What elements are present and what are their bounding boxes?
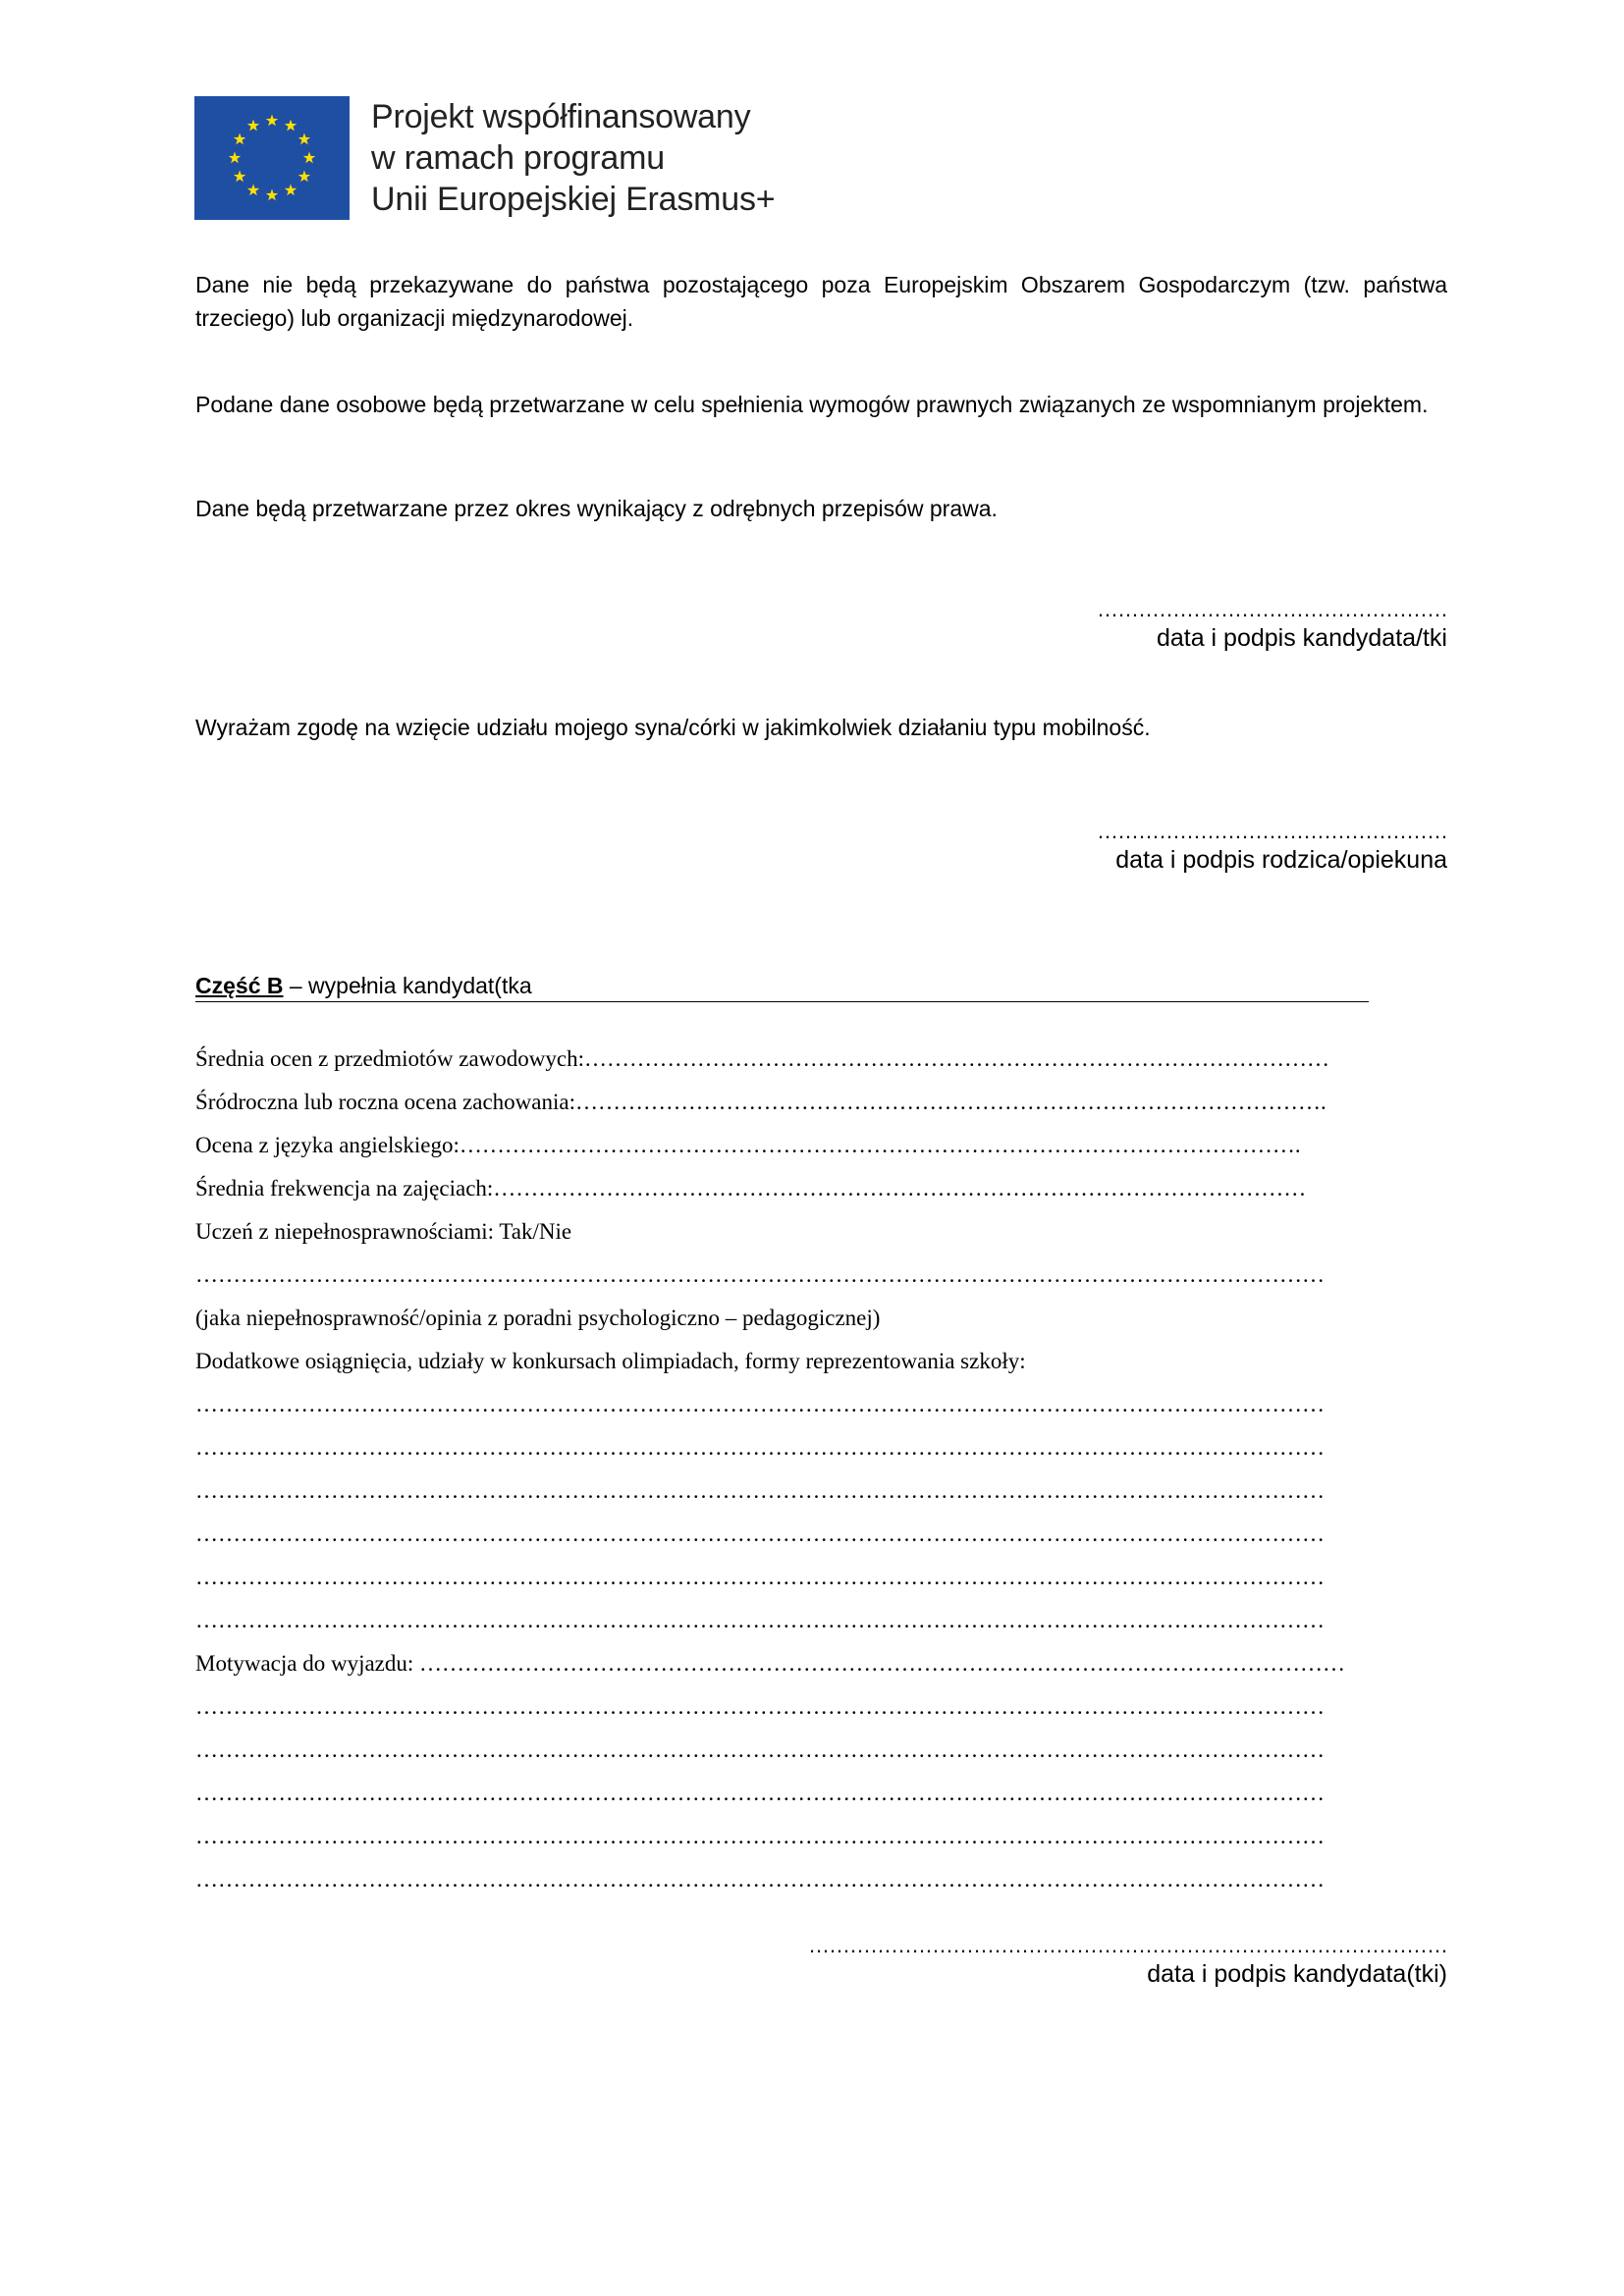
form-line-6: (jaka niepełnosprawność/opinia z poradni psychologiczno – pedagogicznej) (195, 1306, 881, 1330)
logo-line-3: Unii Europejskiej Erasmus+ (371, 181, 776, 218)
form-line-3[interactable]: Średnia frekwencja na zajęciach:……………………………………………………………………………………………… (195, 1176, 1307, 1201)
eu-star-icon (229, 152, 241, 164)
eu-star-icon (266, 115, 278, 127)
form-line-14[interactable]: Motywacja do wyjazdu: …………………………………………………………………………………………………………… (195, 1651, 1346, 1676)
section-b-heading (195, 972, 1369, 1002)
parent-signature-line[interactable]: …………………………………………… (1097, 819, 1447, 843)
final-signature-label: data i podpis kandydata(tki) (1147, 1960, 1447, 1988)
section-b-subtitle: – wypełnia kandydat(tka (283, 973, 532, 998)
form-line-15[interactable]: …………………………………………………………………………………………………………………………………… (195, 1694, 1325, 1719)
eu-star-icon (285, 120, 297, 132)
form-line-1[interactable]: Śródroczna lub roczna ocena zachowania:………………………………………………………………………………………. (195, 1090, 1326, 1114)
form-line-10[interactable]: …………………………………………………………………………………………………………………………………… (195, 1478, 1325, 1503)
final-signature-block (808, 1933, 1447, 1989)
final-signature-line[interactable]: ………………………………………………………………………………… (808, 1933, 1447, 1957)
form-line-19[interactable]: …………………………………………………………………………………………………………………………………… (195, 1867, 1325, 1892)
eu-star-icon (234, 133, 245, 145)
paragraph-retention: Dane będą przetwarzane przez okres wynikający z odrębnych przepisów prawa. (195, 496, 998, 521)
paragraph-legal-purpose: Podane dane osobowe będą przetwarzane w celu spełnienia wymogów prawnych związanych ze wspomnianym projektem. (195, 392, 1429, 417)
form-line-12[interactable]: …………………………………………………………………………………………………………………………………… (195, 1565, 1325, 1589)
form-line-9[interactable]: …………………………………………………………………………………………………………………………………… (195, 1435, 1325, 1460)
form-line-7: Dodatkowe osiągnięcia, udziały w konkursach olimpiadach, formy reprezentowania szkoły: (195, 1349, 1026, 1373)
form-line-4: Uczeń z niepełnosprawnościami: Tak/Nie (195, 1219, 572, 1244)
form-line-5[interactable]: …………………………………………………………………………………………………………………………………… (195, 1262, 1325, 1287)
section-b-title: Część B (195, 973, 284, 998)
logo-caption (371, 96, 775, 220)
candidate-signature-label: data i podpis kandydata/tki (1156, 624, 1447, 652)
paragraph-third-countries: Dane nie będą przekazywane do państwa pozostającego poza Europejskim Obszarem Gospodarczym (tzw. państwa trzeciego) lub organizacji międzynarodowej. (195, 272, 1447, 331)
form-line-8[interactable]: …………………………………………………………………………………………………………………………………… (195, 1392, 1325, 1416)
eu-star-icon (303, 152, 315, 164)
eu-star-icon (298, 171, 310, 183)
candidate-signature-block (1097, 597, 1447, 653)
form-line-0[interactable]: Średnia ocen z przedmiotów zawodowych:……………………………………………………………………………………… (195, 1046, 1329, 1071)
form-line-2[interactable]: Ocena z języka angielskiego:…………………………………………………………………………………………………. (195, 1133, 1301, 1157)
form-line-16[interactable]: …………………………………………………………………………………………………………………………………… (195, 1737, 1325, 1762)
form-line-17[interactable]: …………………………………………………………………………………………………………………………………… (195, 1781, 1325, 1805)
candidate-form (195, 1038, 1442, 1901)
eu-flag-icon (194, 96, 350, 220)
form-line-13[interactable]: …………………………………………………………………………………………………………………………………… (195, 1608, 1325, 1632)
candidate-signature-line[interactable]: …………………………………………… (1097, 597, 1447, 621)
erasmus-logo (194, 96, 775, 220)
eu-star-icon (266, 189, 278, 201)
eu-star-icon (247, 184, 259, 195)
form-line-11[interactable]: …………………………………………………………………………………………………………………………………… (195, 1522, 1325, 1546)
logo-line-1: Projekt współfinansowany (371, 98, 751, 135)
logo-line-2: w ramach programu (371, 139, 665, 177)
eu-star-icon (234, 171, 245, 183)
eu-star-icon (247, 120, 259, 132)
eu-star-icon (298, 133, 310, 145)
parent-signature-label: data i podpis rodzica/opiekuna (1115, 846, 1447, 874)
form-line-18[interactable]: …………………………………………………………………………………………………………………………………… (195, 1824, 1325, 1848)
parent-signature-block (1097, 819, 1447, 875)
paragraph-parent-consent: Wyrażam zgodę na wzięcie udziału mojego syna/córki w jakimkolwiek działaniu typu mobilność. (195, 715, 1151, 740)
eu-star-icon (285, 184, 297, 195)
